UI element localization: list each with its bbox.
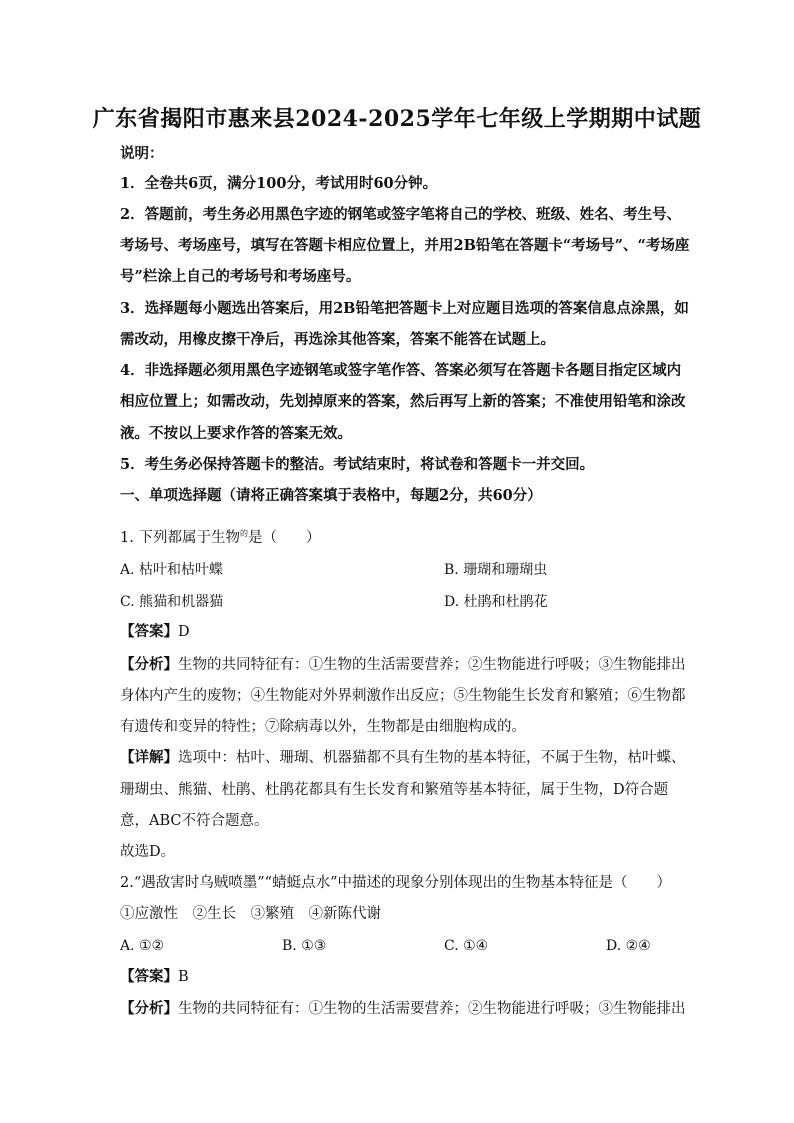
option-b: B. 珊瑚和珊瑚虫	[444, 562, 548, 578]
answer-line	[120, 622, 680, 642]
answer-tag: 【答案】	[120, 968, 178, 985]
note-line: 考场号、考场座号，填写在答题卡相应位置上，并用2B铅笔在答题卡“考场号”、“考场座	[120, 237, 690, 254]
analysis-line: 身体内产生的废物；④生物能对外界刺激作出反应；⑤生物能生长发育和繁殖；⑥生物都	[120, 688, 686, 704]
analysis-text: 生物的共同特征有：①生物的生活需要营养；②生物能进行呼吸；③生物能排出	[178, 1001, 686, 1017]
option-c: C. 熊猫和机器猫	[120, 594, 224, 610]
detail-line: 珊瑚虫、熊猫、杜鹃、杜鹃花都具有生长发育和繁殖等基本特征，属于生物，D符合题	[120, 782, 669, 798]
detail-tag: 【详解】	[120, 749, 178, 766]
feature-list: ①应激性 ②生长 ③繁殖 ④新陈代谢	[120, 906, 381, 922]
answer-line	[120, 967, 680, 987]
notes-heading: 说明：	[120, 145, 164, 162]
analysis-line	[120, 999, 686, 1019]
conclusion-line: 故选D。	[120, 844, 176, 860]
note-line: 需改动，用橡皮擦干净后，再选涂其他答案，答案不能答在试题上。	[120, 331, 555, 348]
question-stem-part: 是（ ）	[247, 530, 321, 546]
answer-value: B	[178, 969, 189, 985]
detail-line: 意，ABC不符合题意。	[120, 813, 269, 829]
note-line: 号”栏涂上自己的考场号和考场座号。	[120, 268, 361, 285]
option-d: D. 杜鹃和杜鹃花	[444, 594, 548, 610]
page-title: 广东省揭阳市惠来县2024-2025学年七年级上学期期中试题	[92, 106, 702, 132]
analysis-line	[120, 655, 686, 675]
question-stem-part: 1. 下列都属于生物	[120, 530, 240, 546]
question-stem: 2.“遇敌害时乌贼喷墨”“蜻蜓点水”中描述的现象分别体现出的生物基本特征是（ ）	[120, 875, 671, 891]
analysis-tag: 【分析】	[120, 1000, 178, 1017]
answer-tag: 【答案】	[120, 623, 178, 640]
detail-line	[120, 748, 686, 768]
option-b: B. ①③	[282, 938, 327, 954]
note-line: 液。不按以上要求作答的答案无效。	[120, 425, 352, 442]
note-line: 1．全卷共6页，满分100分，考试用时60分钟。	[120, 175, 438, 192]
question-stem	[120, 524, 680, 548]
analysis-line: 有遗传和变异的特性；⑦除病毒以外，生物都是由细胞构成的。	[120, 719, 526, 735]
analysis-tag: 【分析】	[120, 656, 178, 673]
detail-text: 选项中：枯叶、珊瑚、机器猫都不具有生物的基本特征，不属于生物，枯叶蝶、	[178, 750, 686, 766]
note-line: 相应位置上；如需改动，先划掉原来的答案，然后再写上新的答案；不准使用铅笔和涂改	[120, 393, 686, 410]
option-c: C. ①④	[444, 938, 489, 954]
analysis-text: 生物的共同特征有：①生物的生活需要营养；②生物能进行呼吸；③生物能排出	[178, 657, 686, 673]
option-a: A. ①②	[120, 938, 165, 954]
option-a: A. 枯叶和枯叶蝶	[120, 562, 224, 578]
answer-value: D	[178, 624, 190, 640]
note-line: 2．答题前，考生务必用黑色字迹的钢笔或签字笔将自己的学校、班级、姓名、考生号、	[120, 206, 682, 223]
question-stem-superscript: 的	[239, 529, 248, 538]
section-heading: 一、单项选择题（请将正确答案填于表格中，每题2分，共60分）	[120, 487, 542, 504]
note-line: 5．考生务必保持答题卡的整洁。考试结束时，将试卷和答题卡一并交回。	[120, 456, 595, 473]
note-line: 3．选择题每小题选出答案后，用2B铅笔把答题卡上对应题目选项的答案信息点涂黑，如	[120, 300, 689, 317]
option-d: D. ②④	[606, 938, 651, 954]
note-line: 4．非选择题必须用黑色字迹钢笔或签字笔作答、答案必须写在答题卡各题目指定区域内	[120, 362, 682, 379]
